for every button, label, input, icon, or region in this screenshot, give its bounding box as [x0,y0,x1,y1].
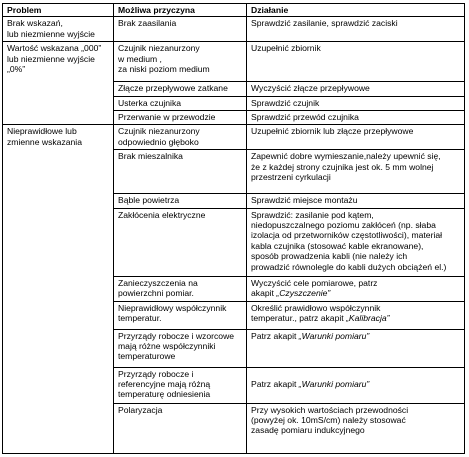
action-text: Wyczyścić cele pomiarowe, patrz akapit [251,277,378,299]
table-row [3,42,465,82]
problem-cell: Brak wskazań, lub niezmienne wyjście [3,17,114,42]
cause-cell: Przerwanie w przewodzie [114,111,247,125]
cause-cell: Polaryzacja [114,403,247,453]
problem-cell: Wartość wskazana „000” lub niezmienne wyjście „0%” [3,42,114,125]
cause-cell: Złącze przepływowe zatkane [114,82,247,96]
header-cause: Możliwa przyczyna [114,4,247,17]
problem-cell: Nieprawidłowe lub zmienne wskazania [3,125,114,453]
action-cell: Sprawdzić czujnik [247,96,465,110]
action-cell [247,367,465,403]
action-cell [247,301,465,329]
action-cell: Sprawdzić miejsce montażu [247,194,465,208]
action-cell: Przy wysokich wartościach przewodności (powyżej ok. 10mS/cm) należy stosować zasadę pomiaru indukcyjnego [247,403,465,453]
cause-cell: Czujnik niezanurzony odpowiednio głęboko [114,125,247,150]
cause-cell: Zanieczyszczenia na powierzchni pomiar. [114,276,247,301]
action-cell [247,276,465,301]
action-text: Patrz akapit [251,379,299,390]
cause-cell: Czujnik niezanurzony w medium , za niski poziom medium [114,42,247,82]
action-cell: Sprawdzić: zasilanie pod kątem, niedopuszczalnego poziomu zakłóceń (np. słaba izolacja od przetworników częstotliwości), materiał kabla czujnika (stosować kable ekranowane), sposób prowadzenia kabli (nie należy ich prowadzić równolegle do kabli dużych obciążeń el.) [247,208,465,276]
action-cell: Uzupełnić zbiornik [247,42,465,82]
action-cell: Zapewnić dobre wymieszanie,należy upewnić się, że z każdej strony czujnika jest ok. 5 mm wolnej przestrzeni cyrkulacji [247,150,465,194]
section-reference: „Warunki pomiaru” [298,330,370,341]
action-text: Patrz akapit [251,330,299,341]
header-problem: Problem [3,4,114,17]
cause-cell: Przyrządy robocze i wzorcowe mają różne współczynniki temperaturowe [114,329,247,367]
action-cell: Uzupełnić zbiornik lub złącze przepływowe [247,125,465,150]
table-row [3,17,465,42]
action-cell: Wyczyścić złącze przepływowe [247,82,465,96]
cause-cell: Usterka czujnika [114,96,247,110]
section-reference: „Czyszczenie” [276,288,331,299]
action-cell: Sprawdzić zasilanie, sprawdzić zaciski [247,17,465,42]
header-action: Działanie [247,4,465,17]
troubleshooting-table [2,3,465,454]
table-header-row [3,4,465,17]
action-cell [247,329,465,367]
action-text: Określić prawidłowo współczynnik temperatur., patrz akapit [251,302,381,324]
action-cell: Sprawdzić przewód czujnika [247,111,465,125]
section-reference: „Warunki pomiaru” [298,379,370,390]
cause-cell: Brak mieszalnika [114,150,247,194]
cause-cell: Nieprawidłowy współczynnik temperatur. [114,301,247,329]
cause-cell: Zakłócenia elektryczne [114,208,247,276]
table-row [3,125,465,150]
section-reference: „Kalibracja” [346,313,390,324]
cause-cell: Bąble powietrza [114,194,247,208]
cause-cell: Przyrządy robocze i referencyjne mają różną temperaturę odniesienia [114,367,247,403]
cause-cell: Brak zaasilania [114,17,247,42]
